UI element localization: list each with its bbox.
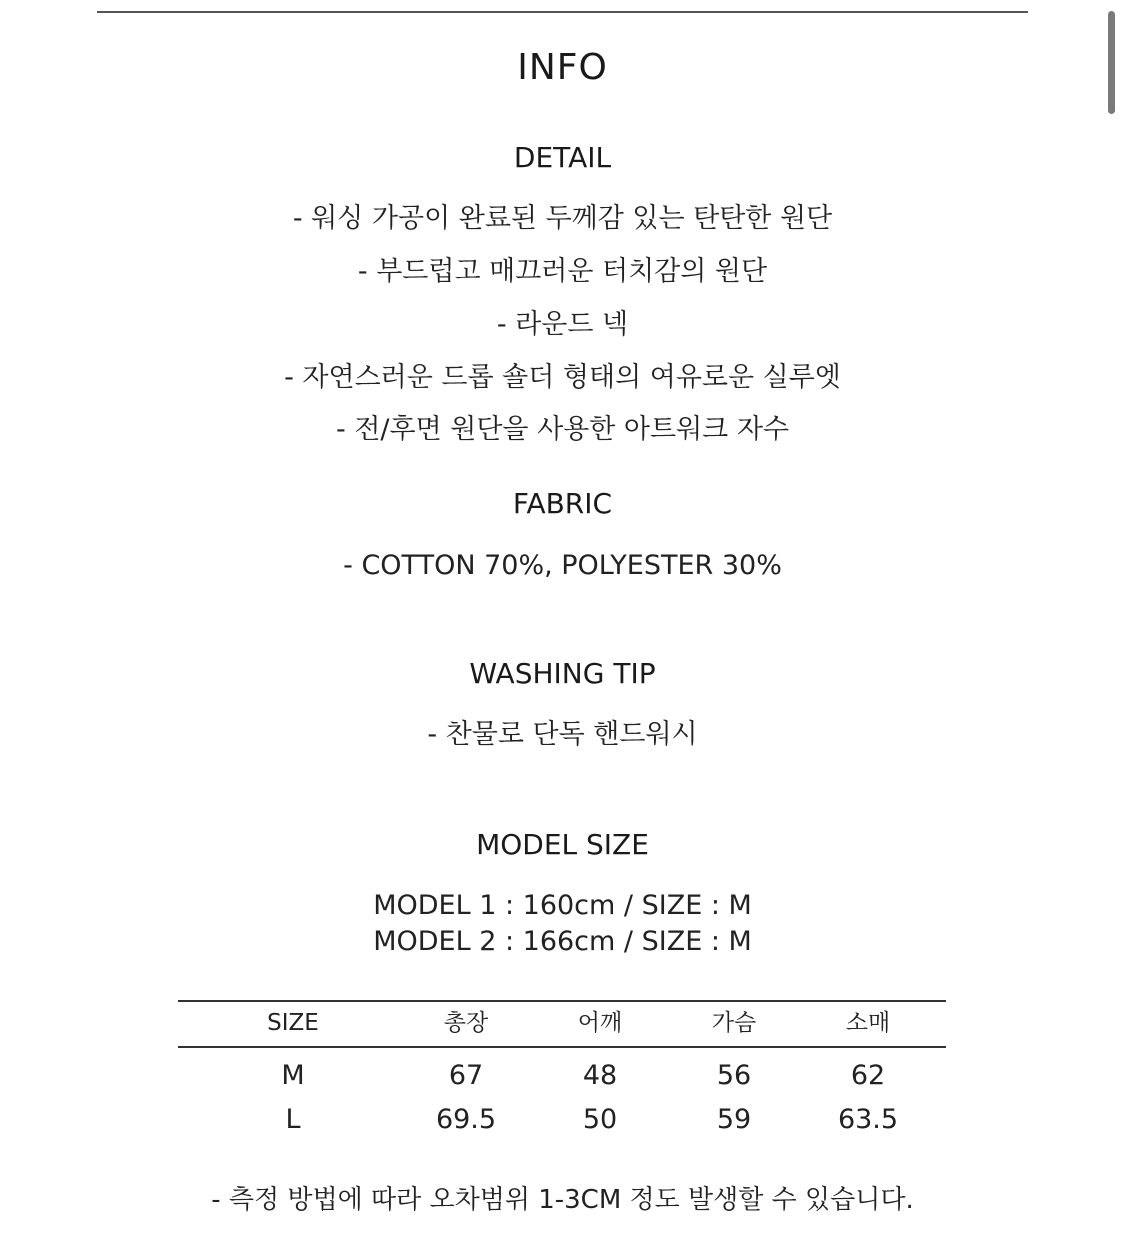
table-cell: 48 xyxy=(582,1060,618,1091)
detail-line: - 워싱 가공이 완료된 두께감 있는 탄탄한 원단 xyxy=(292,203,833,234)
top-divider xyxy=(97,11,1028,13)
detail-line: - 부드럽고 매끄러운 터치감의 원단 xyxy=(357,256,768,287)
table-cell: 50 xyxy=(582,1104,618,1135)
table-header-cell: 총장 xyxy=(443,1010,489,1036)
table-cell: 62 xyxy=(850,1060,886,1091)
table-header-cell: 소매 xyxy=(845,1010,891,1036)
table-cell: 67 xyxy=(448,1060,484,1091)
page-title: INFO xyxy=(517,47,608,88)
washing-tip-heading: WASHING TIP xyxy=(469,657,656,690)
model-size-heading: MODEL SIZE xyxy=(476,828,649,861)
table-cell: 63.5 xyxy=(837,1104,899,1135)
detail-line: - 자연스러운 드롭 숄더 형태의 여유로운 실루엣 xyxy=(284,362,841,393)
table-cell: L xyxy=(285,1104,301,1135)
detail-heading: DETAIL xyxy=(513,141,612,174)
model-size-line: MODEL 1 : 160cm / SIZE : M xyxy=(373,890,752,921)
washing-tip-line: - 찬물로 단독 핸드워시 xyxy=(427,719,698,750)
table-cell: 56 xyxy=(716,1060,752,1091)
table-cell: M xyxy=(281,1060,305,1091)
detail-line: - 전/후면 원단을 사용한 아트워크 자수 xyxy=(336,414,789,445)
table-top-rule xyxy=(178,1000,946,1002)
model-size-line: MODEL 2 : 166cm / SIZE : M xyxy=(373,926,752,957)
table-header-cell: 가슴 xyxy=(711,1010,757,1036)
detail-line: - 라운드 넥 xyxy=(496,309,629,340)
table-header-cell: SIZE xyxy=(267,1010,319,1036)
table-header-cell: 어깨 xyxy=(577,1010,623,1036)
table-cell: 69.5 xyxy=(435,1104,497,1135)
table-cell: 59 xyxy=(716,1104,752,1135)
fabric-line: - COTTON 70%, POLYESTER 30% xyxy=(343,550,782,581)
measurement-note: - 측정 방법에 따라 오차범위 1-3CM 정도 발생할 수 있습니다. xyxy=(211,1185,914,1215)
table-header-rule xyxy=(178,1046,946,1048)
fabric-heading: FABRIC xyxy=(512,487,613,520)
